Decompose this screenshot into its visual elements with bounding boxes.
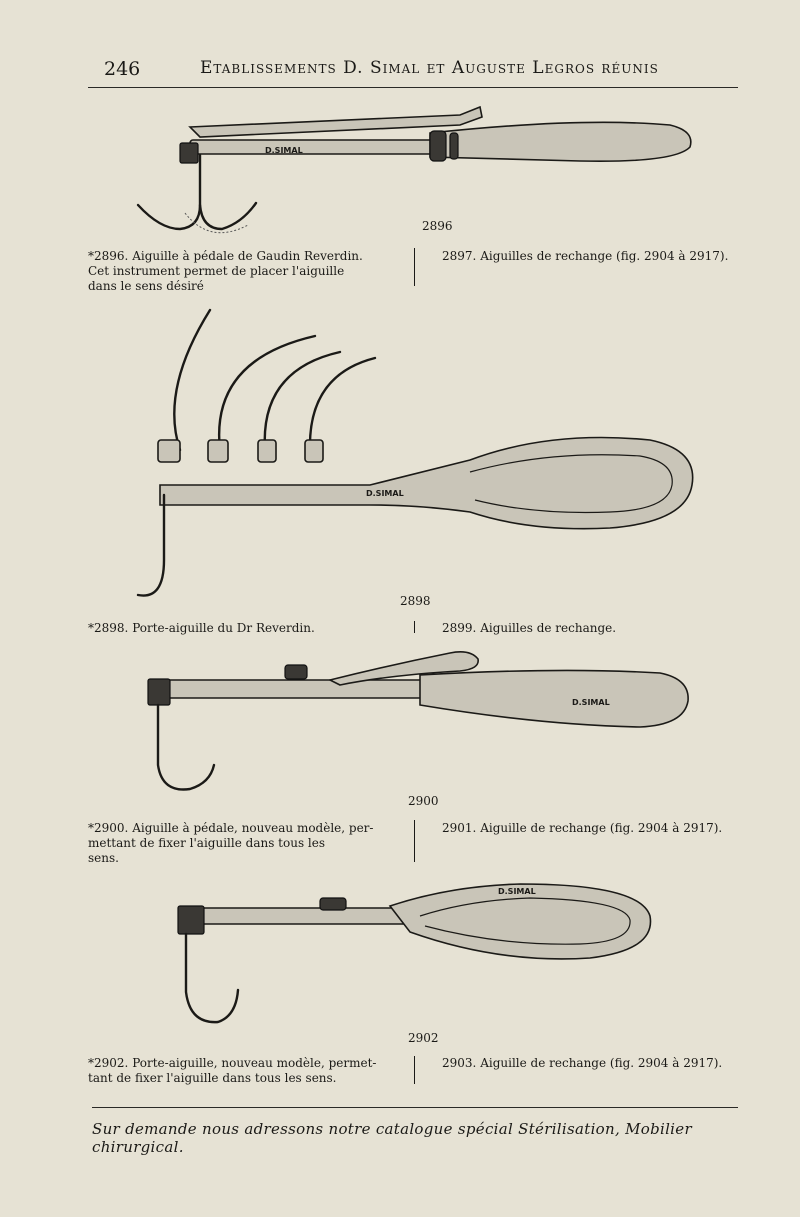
- figure-2898-illustration: [130, 300, 710, 610]
- caption-2901-text: Aiguille de rechange (fig. 2904 à 2917).: [480, 821, 723, 835]
- figure-2896-stamp: D.SIMAL: [265, 146, 303, 155]
- caption-2897: [442, 249, 762, 264]
- caption-2896: [88, 249, 400, 294]
- caption-divider: [414, 1056, 415, 1084]
- figure-2896-illustration: [130, 95, 700, 245]
- figure-2898-stamp: D.SIMAL: [366, 489, 404, 498]
- footer-rule: [92, 1107, 738, 1108]
- caption-2898-num: *2898.: [88, 621, 129, 635]
- caption-2903-text: Aiguille de rechange (fig. 2904 à 2917).: [480, 1056, 723, 1070]
- footer-catalogue-note: Sur demande nous adressons notre catalogue spécial Stérilisation, Mobilier chirurgical.: [92, 1120, 692, 1156]
- caption-2903-num: 2903.: [442, 1056, 477, 1070]
- caption-divider: [414, 820, 415, 862]
- figure-2902-illustration: [170, 880, 670, 1030]
- caption-divider: [414, 248, 415, 286]
- caption-2900: [88, 821, 400, 866]
- caption-2902: [88, 1056, 400, 1086]
- caption-2897-text: Aiguilles de rechange (fig. 2904 à 2917).: [480, 249, 729, 263]
- caption-2902-text: Porte-aiguille, nouveau modèle, permet- tant de fixer l'aiguille dans tous les sens.: [88, 1056, 377, 1085]
- caption-2897-num: 2897.: [442, 249, 477, 263]
- caption-2898-text: Porte-aiguille du Dr Reverdin.: [132, 621, 315, 635]
- caption-2899: [442, 621, 762, 636]
- caption-2896-num: *2896.: [88, 249, 129, 263]
- caption-2898: [88, 621, 400, 636]
- page-number: 246: [104, 58, 141, 80]
- running-header-title: Etablissements D. Simal et Auguste Legros réunis: [200, 58, 659, 78]
- caption-2901-num: 2901.: [442, 821, 477, 835]
- caption-2900-text: Aiguille à pédale, nouveau modèle, per- mettant de fixer l'aiguille dans tous les sens.: [88, 821, 374, 865]
- header-rule: [88, 87, 738, 88]
- figure-2900-number: 2900: [408, 794, 439, 808]
- figure-2900-stamp: D.SIMAL: [572, 698, 610, 707]
- caption-2899-text: Aiguilles de rechange.: [480, 621, 617, 635]
- figure-2896-number: 2896: [422, 219, 453, 233]
- caption-2896-text: Aiguille à pédale de Gaudin Reverdin. Cet instrument permet de placer l'aiguille dans le sens désiré: [88, 249, 363, 293]
- caption-2900-num: *2900.: [88, 821, 129, 835]
- figure-2902-number: 2902: [408, 1031, 439, 1045]
- caption-divider: [414, 621, 415, 633]
- figure-2898-number: 2898: [400, 594, 431, 608]
- caption-2903: [442, 1056, 762, 1071]
- caption-2899-num: 2899.: [442, 621, 477, 635]
- figure-2902-stamp: D.SIMAL: [498, 887, 536, 896]
- figure-2900-illustration: [140, 645, 700, 800]
- caption-2902-num: *2902.: [88, 1056, 129, 1070]
- caption-2901: [442, 821, 762, 836]
